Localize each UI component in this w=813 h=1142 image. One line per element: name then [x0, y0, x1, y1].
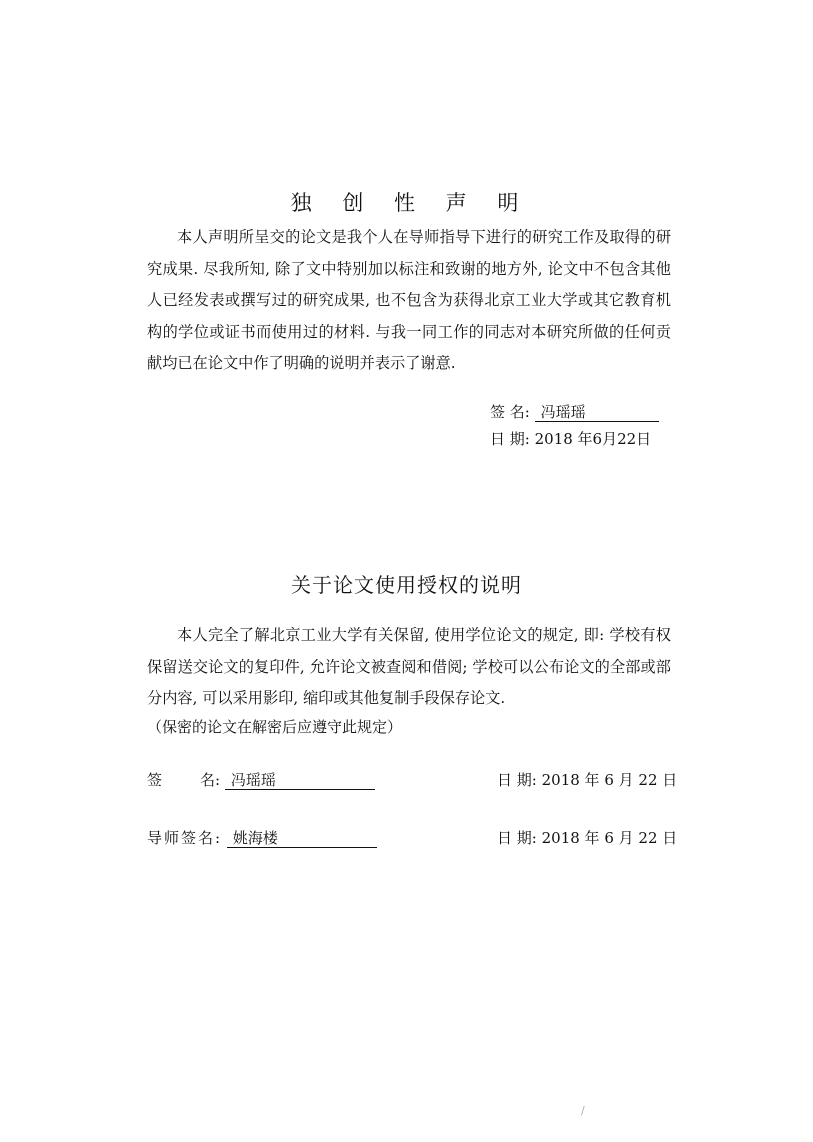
- confidential-note: （保密的论文在解密后应遵守此规定）: [147, 718, 403, 736]
- advisor-date-row: [497, 827, 677, 848]
- declaration-date-row: [490, 428, 651, 449]
- declaration-signature-row: [490, 401, 659, 422]
- footer-mark: /: [581, 1104, 585, 1117]
- declaration-body: 本人声明所呈交的论文是我个人在导师指导下进行的研究工作及取得的研究成果. 尽我所知, 除了文中特别加以标注和致谢的地方外, 论文中不包含其他人已经发表或撰写过的研究成果, 也不包含为获得北京工业大学或其它教育机构的学位或证书而使用过的材料. 与我一同工作的同志对本研究所做的任何贡献均已在论文中作了明确的说明并表示了谢意.: [147, 228, 671, 373]
- declaration-date-label: 日 期:: [490, 430, 530, 448]
- authorization-title: 关于论文使用授权的说明: [291, 573, 522, 597]
- advisor-date-value: 2018 年 6 月 22 日: [541, 829, 678, 847]
- declaration-title: 独 创 性 声 明: [290, 191, 531, 215]
- authorization-body: 本人完全了解北京工业大学有关保留, 使用学位论文的规定, 即: 学校有权保留送交论文的复印件, 允许论文被查阅和借阅; 学校可以公布论文的全部或部分内容, 可以采用影印, 缩印或其他复制手段保存论文.: [147, 626, 671, 708]
- author-signature-row: [147, 769, 375, 790]
- advisor-signature-label: 导师签名:: [147, 829, 223, 847]
- advisor-signature-value: 姚海楼: [227, 829, 377, 848]
- declaration-signature-value: 冯瑶瑶: [535, 403, 659, 422]
- declaration-signature-label: 签 名:: [490, 403, 530, 421]
- declaration-date-value: 2018 年6月22日: [534, 430, 652, 448]
- advisor-date-label: 日 期:: [497, 829, 537, 847]
- author-signature-label-b: 名:: [200, 771, 221, 789]
- author-signature-value: 冯瑶瑶: [225, 771, 375, 790]
- author-date-row: [497, 769, 677, 790]
- advisor-signature-row: [147, 827, 377, 848]
- author-signature-label-a: 签: [147, 771, 163, 789]
- author-date-value: 2018 年 6 月 22 日: [541, 771, 678, 789]
- author-date-label: 日 期:: [497, 771, 537, 789]
